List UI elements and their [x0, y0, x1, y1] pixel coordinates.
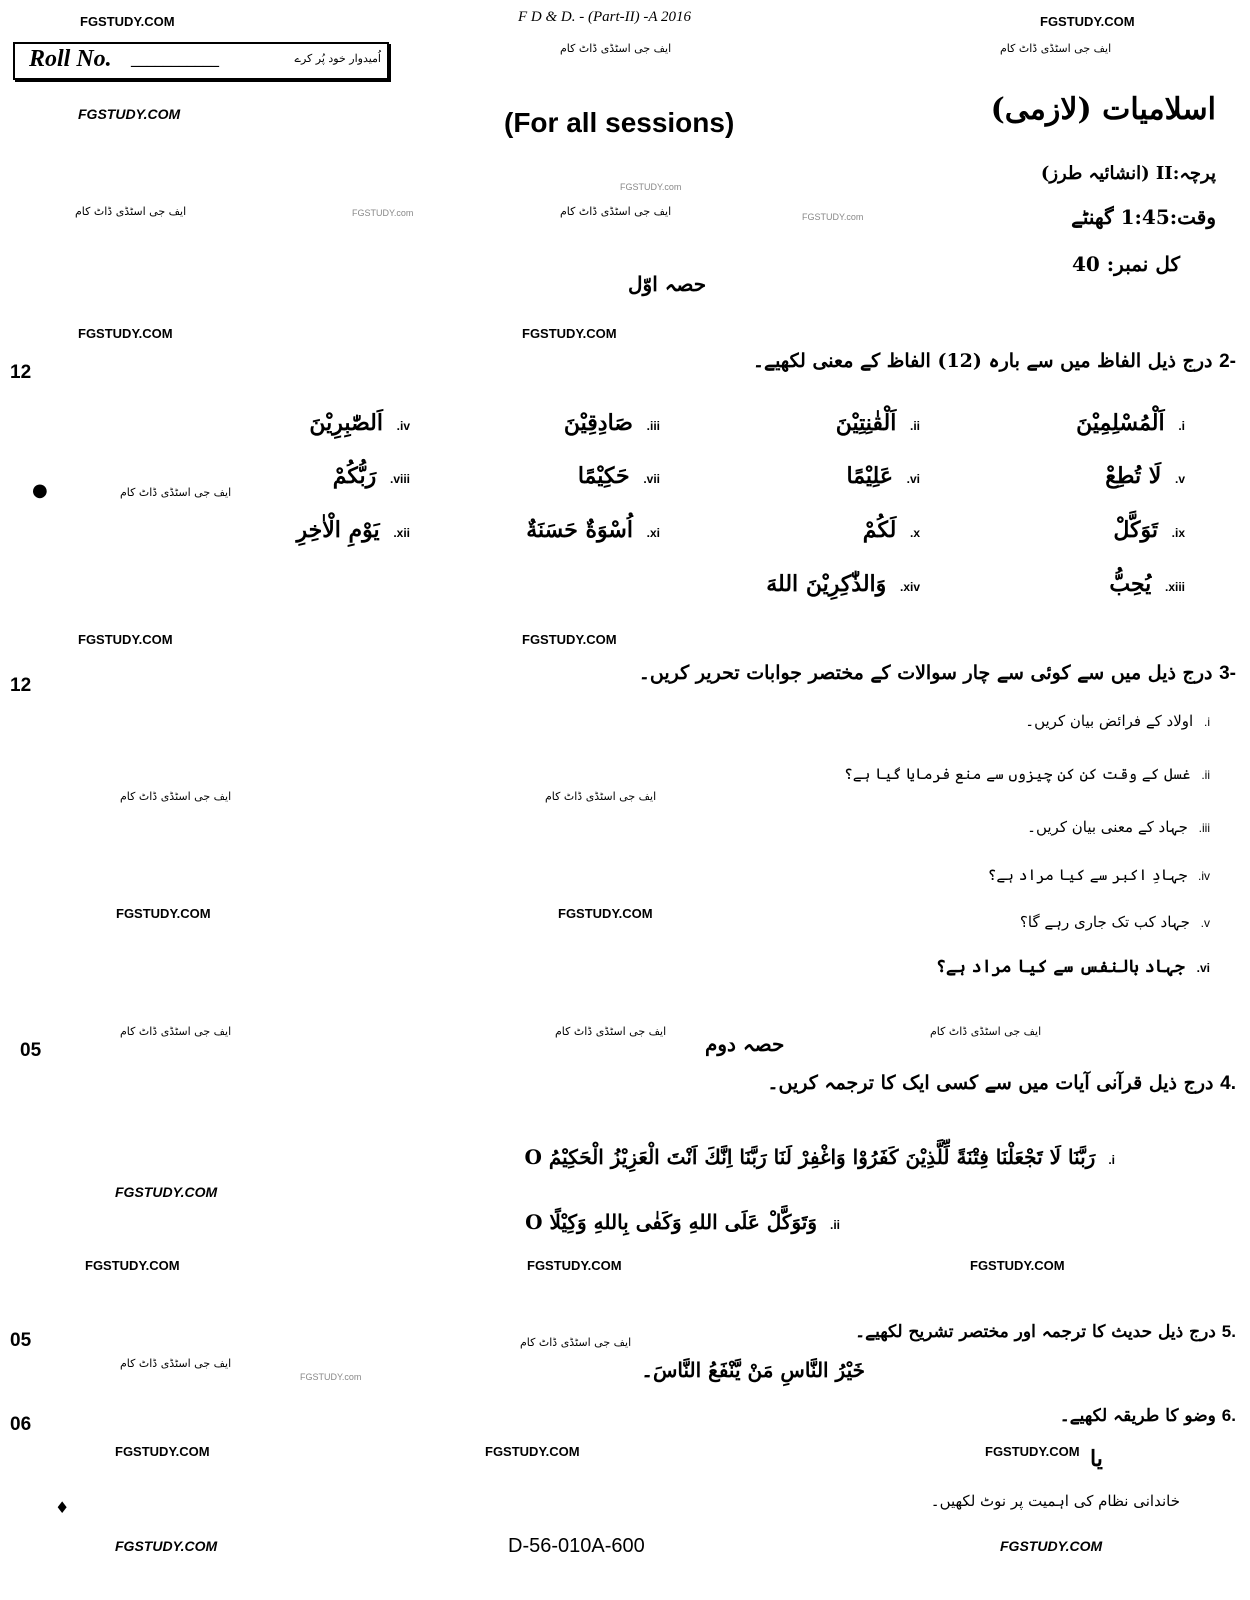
- short-question: [936, 957, 1210, 977]
- q3-text: درج ذیل میں سے کوئی سے چار سوالات کے مختصر جوابات تحریر کریں۔: [638, 662, 1213, 684]
- watermark: FGSTUDY.COM: [1000, 1538, 1103, 1554]
- roll-no-box[interactable]: [13, 42, 389, 80]
- q6-text: وضو کا طریقہ لکھیے۔: [1059, 1406, 1216, 1426]
- watermark: FGSTUDY.COM: [970, 1258, 1065, 1273]
- watermark: FGSTUDY.COM: [78, 106, 181, 122]
- watermark-urdu: ایف جی اسٹڈی ڈاٹ کام: [560, 205, 672, 218]
- question-text: جہاد بالنفس سے کیا مراد ہے؟: [935, 957, 1185, 977]
- watermark: FGSTUDY.COM: [78, 632, 173, 647]
- vocab-word: يُحِبُّ: [1109, 571, 1152, 597]
- verse-text: رَبَّنَا لَا تَجْعَلْنَا فِتْنَةً لِّلَّذِيْنَ كَفَرُوْا وَاغْفِرْ لَنَا رَبَّنَا اِنَّكَ اَنْتَ الْعَزِيْزُ الْحَكِيْمُ O: [524, 1145, 1096, 1169]
- item-number: i.: [1178, 419, 1185, 433]
- item-number: i.: [1203, 715, 1210, 729]
- question-text: جہاد کے معنی بیان کریں۔: [1027, 818, 1188, 836]
- watermark: FGSTUDY.COM: [78, 326, 173, 341]
- item-number: ii.: [1201, 768, 1210, 782]
- verse-item: [524, 1145, 1115, 1169]
- roll-no-instruction: اُمیدوار خود پُر کرے: [294, 52, 381, 65]
- roll-no-label: Roll No.: [29, 46, 112, 72]
- vocab-item: [309, 410, 410, 436]
- q4-heading: [767, 1072, 1236, 1096]
- total-marks: کل نمبر: 40: [1071, 252, 1180, 276]
- vocab-word: اَلصّٰبِرِيْنَ: [309, 410, 383, 436]
- vocab-item: [1109, 571, 1185, 597]
- item-number: xiv.: [899, 580, 920, 594]
- item-number: iii.: [1198, 821, 1210, 835]
- or-label: یا: [1090, 1446, 1103, 1472]
- item-number: ix.: [1171, 526, 1185, 540]
- vocab-word: اَلْقٰنِتِيْنَ: [835, 410, 897, 436]
- vocab-item: [526, 517, 660, 543]
- vocab-word: تَوَكَّلْ: [1113, 517, 1158, 543]
- watermark-urdu: ایف جی اسٹڈی ڈاٹ کام: [75, 205, 187, 218]
- short-question: [844, 765, 1210, 783]
- q4-number: .4: [1220, 1073, 1236, 1094]
- hadith-text: خَيْرُ النَّاسِ مَنْ يَّنْفَعُ النَّاسَ۔: [641, 1358, 865, 1382]
- item-number: v.: [1174, 472, 1185, 486]
- watermark-small: FGSTUDY.com: [802, 212, 864, 222]
- item-number: iii.: [646, 419, 660, 433]
- watermark-small: FGSTUDY.com: [300, 1372, 362, 1382]
- vocab-word: حَكِيْمًا: [577, 463, 630, 489]
- sessions-label: (For all sessions): [504, 107, 735, 138]
- part-two-heading: حصہ دوم: [705, 1032, 785, 1056]
- q4-text: درج ذیل قرآنی آیات میں سے کسی ایک کا ترجمہ کریں۔: [767, 1072, 1214, 1094]
- watermark-urdu: ایف جی اسٹڈی ڈاٹ کام: [120, 790, 232, 803]
- question-text: غسل کے وقت کن کن چیزوں سے منع فرمایا گیا ہے؟: [844, 765, 1191, 783]
- watermark-small: FGSTUDY.com: [620, 182, 682, 192]
- short-question: [988, 866, 1210, 884]
- vocab-word: اُسْوَةٌ حَسَنَةٌ: [526, 517, 633, 543]
- paper-code: F D & D. - (Part-II) -A 2016: [518, 9, 692, 25]
- watermark-urdu: ایف جی اسٹڈی ڈاٹ کام: [555, 1025, 667, 1038]
- q2-heading: [753, 350, 1236, 374]
- watermark: FGSTUDY.COM: [115, 1444, 210, 1459]
- item-number: x.: [909, 526, 920, 540]
- time-allowed: وقت:1:45 گھنٹے: [1071, 205, 1216, 229]
- watermark-small: FGSTUDY.com: [352, 208, 414, 218]
- q5-marks: 05: [10, 1330, 32, 1351]
- vocab-word: وَالذّٰكِرِيْنَ اللهَ: [766, 571, 887, 597]
- vocab-item: [836, 410, 920, 436]
- short-question: [1027, 818, 1210, 836]
- item-number: viii.: [389, 472, 410, 486]
- watermark-urdu: ایف جی اسٹڈی ڈاٹ کام: [120, 1357, 232, 1370]
- short-question: [1020, 913, 1210, 931]
- watermark-urdu: ایف جی اسٹڈی ڈاٹ کام: [545, 790, 657, 803]
- vocab-word: عَلِيْمًا: [846, 463, 893, 489]
- question-text: جہاد کب تک جاری رہے گا؟: [1019, 913, 1190, 931]
- vocab-word: صَادِقِيْنَ: [563, 410, 633, 436]
- vocab-item: [766, 571, 920, 597]
- verse-item: [525, 1210, 840, 1234]
- question-text: جہادِ اکبر سے کیا مراد ہے؟: [987, 866, 1188, 884]
- item-number: xii.: [393, 526, 410, 540]
- vocab-item: [564, 410, 660, 436]
- q5-heading: [855, 1322, 1236, 1342]
- item-number: vii.: [643, 472, 660, 486]
- vocab-item: [1076, 410, 1185, 436]
- q2-text: درج ذیل الفاظ میں سے بارہ (12) الفاظ کے معنی لکھیے۔: [752, 350, 1213, 372]
- vocab-word: لَا تُطِعْ: [1105, 463, 1162, 489]
- vocab-item: [1113, 517, 1185, 543]
- q4-marks: 05: [20, 1040, 42, 1061]
- watermark-urdu: ایف جی اسٹڈی ڈاٹ کام: [120, 486, 232, 499]
- q3-heading: [639, 662, 1236, 686]
- item-number: xi.: [646, 526, 660, 540]
- q2-number: -2: [1219, 351, 1236, 372]
- q6-alternative: خاندانی نظام کی اہمیت پر نوٹ لکھیں۔: [930, 1492, 1180, 1510]
- item-number: ii.: [829, 1218, 840, 1232]
- watermark: FGSTUDY.COM: [522, 632, 617, 647]
- item-number: i.: [1108, 1153, 1115, 1167]
- subject-title: اسلامیات (لازمی): [990, 92, 1216, 127]
- vocab-word: لَكُمْ: [862, 517, 897, 543]
- q5-text: درج ذیل حدیث کا ترجمہ اور مختصر تشریح لکھیے۔: [855, 1322, 1216, 1342]
- q3-marks: 12: [10, 675, 32, 696]
- item-number: vi.: [906, 472, 920, 486]
- q6-number: .6: [1221, 1406, 1236, 1425]
- watermark-urdu: ایف جی اسٹڈی ڈاٹ کام: [120, 1025, 232, 1038]
- watermark: FGSTUDY.COM: [1040, 14, 1135, 29]
- verse-text: وَتَوَكَّلْ عَلَى اللهِ وَكَفٰى بِاللهِ وَكِيْلًا O: [525, 1210, 818, 1234]
- vocab-word: اَلْمُسْلِمِيْنَ: [1076, 410, 1165, 436]
- watermark: FGSTUDY.COM: [85, 1258, 180, 1273]
- watermark: FGSTUDY.COM: [985, 1444, 1080, 1459]
- paper-type: پرچہ:II (انشائیہ طرز): [1040, 163, 1216, 184]
- vocab-item: [578, 463, 660, 489]
- vocab-word: رَبُّكُمْ: [332, 463, 377, 489]
- watermark-urdu: ایف جی اسٹڈی ڈاٹ کام: [1000, 42, 1112, 55]
- bullet-mark-icon: ●: [32, 480, 48, 501]
- vocab-item: [1105, 463, 1185, 489]
- watermark: FGSTUDY.COM: [527, 1258, 622, 1273]
- watermark-urdu: ایف جی اسٹڈی ڈاٹ کام: [560, 42, 672, 55]
- q2-marks: 12: [10, 362, 32, 383]
- vocab-word: يَوْمِ الْاٰخِرِ: [296, 517, 380, 543]
- item-number: iv.: [396, 419, 410, 433]
- part-one-heading: حصہ اوّل: [628, 272, 707, 296]
- watermark: FGSTUDY.COM: [116, 906, 211, 921]
- item-number: ii.: [909, 419, 920, 433]
- item-number: xiii.: [1164, 580, 1185, 594]
- q5-number: .5: [1221, 1322, 1236, 1341]
- vocab-item: [296, 517, 410, 543]
- watermark: FGSTUDY.COM: [558, 906, 653, 921]
- vocab-item: [846, 463, 920, 489]
- question-text: اولاد کے فرائض بیان کریں۔: [1025, 712, 1194, 730]
- q3-number: -3: [1219, 663, 1236, 684]
- item-number: iv.: [1197, 869, 1210, 883]
- vocab-item: [863, 517, 920, 543]
- vocab-item: [333, 463, 410, 489]
- watermark: FGSTUDY.COM: [80, 14, 175, 29]
- watermark: FGSTUDY.COM: [115, 1538, 218, 1554]
- watermark: FGSTUDY.COM: [522, 326, 617, 341]
- item-number: vi.: [1196, 961, 1210, 975]
- item-number: v.: [1200, 916, 1210, 930]
- short-question: [1025, 712, 1210, 730]
- bullet-mark-icon: ♦: [55, 1498, 70, 1517]
- watermark: FGSTUDY.COM: [485, 1444, 580, 1459]
- footer-code: D-56-010A-600: [508, 1535, 645, 1557]
- watermark-urdu: ایف جی اسٹڈی ڈاٹ کام: [930, 1025, 1042, 1038]
- watermark-urdu: ایف جی اسٹڈی ڈاٹ کام: [520, 1336, 632, 1349]
- roll-no-blank: ___________: [131, 48, 219, 67]
- q6-heading: [1060, 1406, 1236, 1426]
- q6-marks: 06: [10, 1414, 32, 1435]
- watermark: FGSTUDY.COM: [115, 1184, 218, 1200]
